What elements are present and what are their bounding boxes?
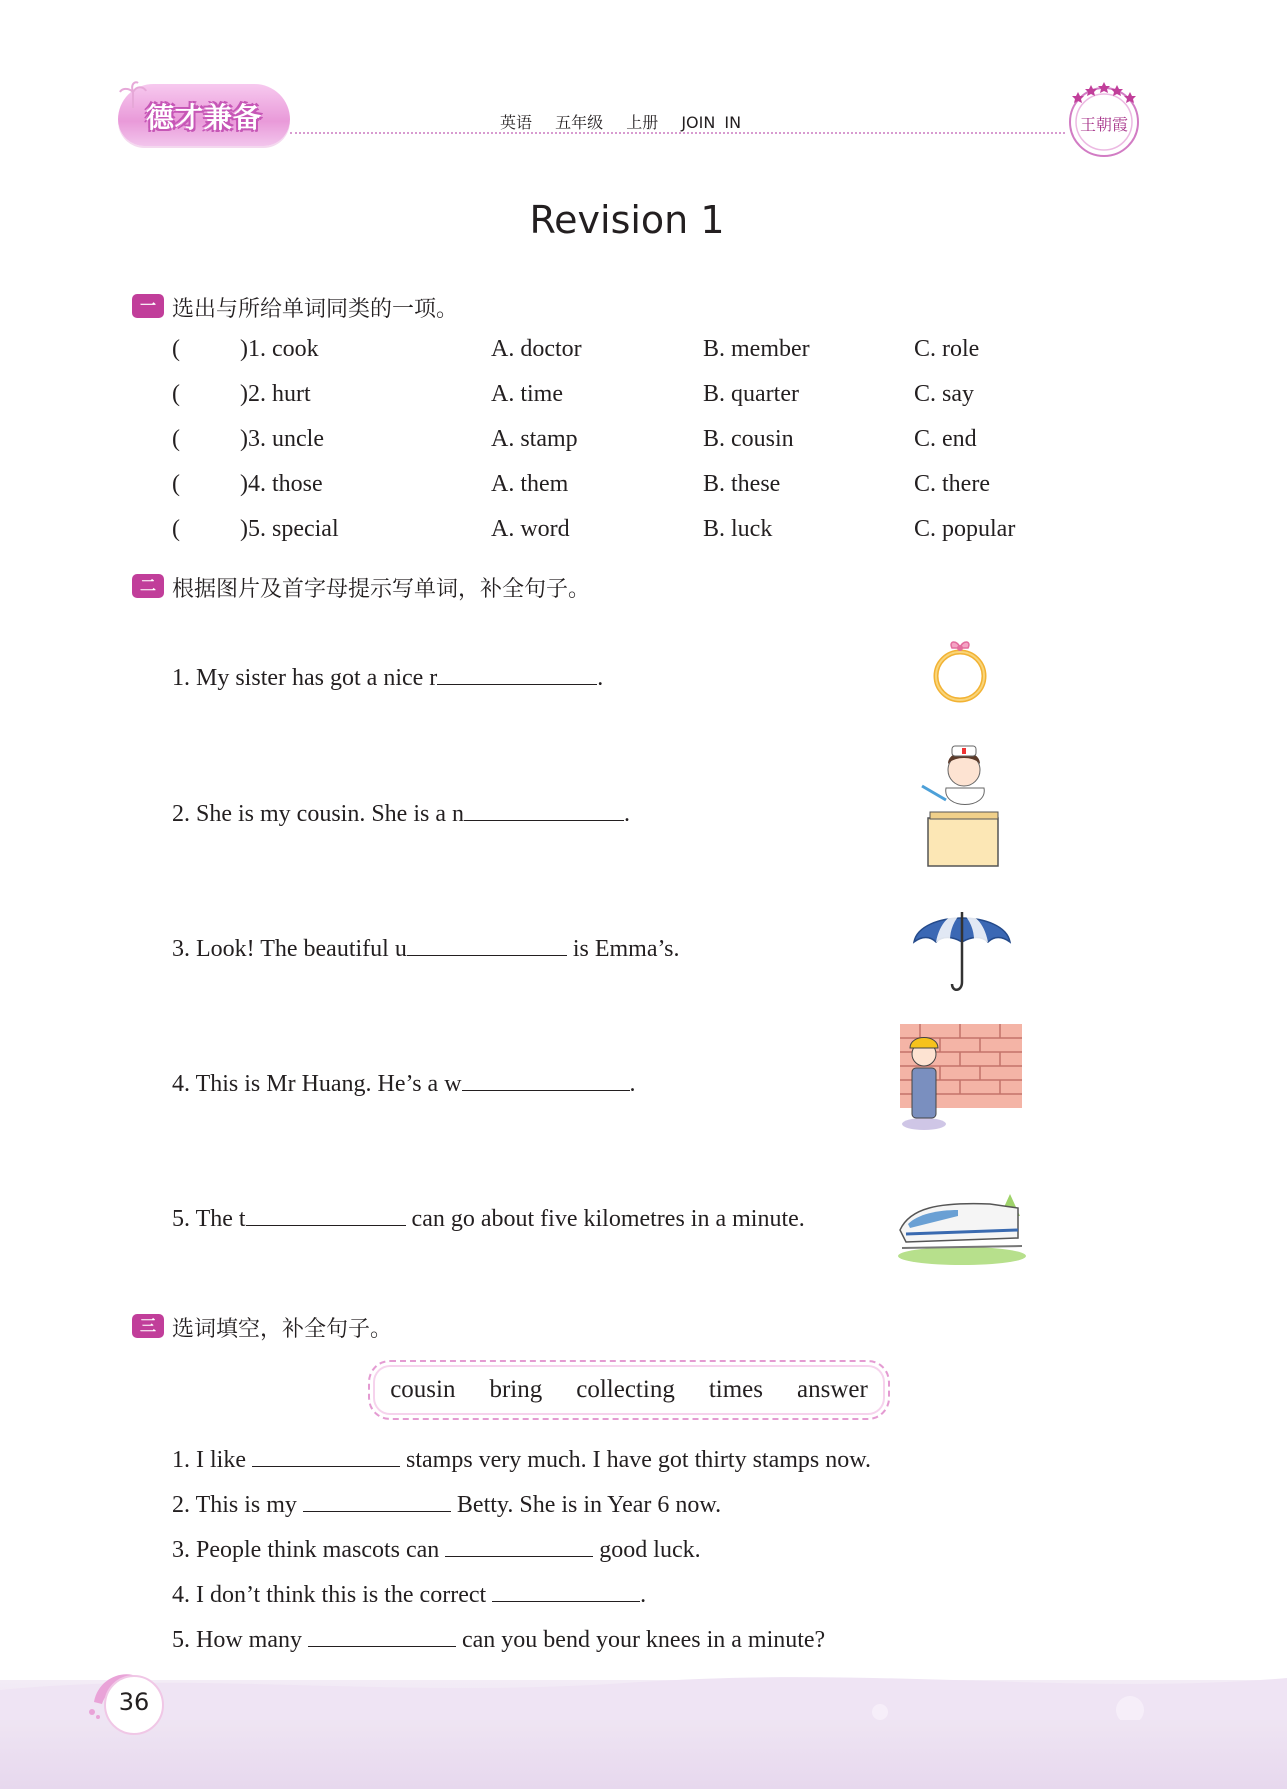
- section-instruction-3: 选词填空，补全句子。: [172, 1317, 393, 1342]
- sentence-end: .: [640, 1582, 647, 1608]
- footer-wave: [0, 1660, 1287, 1720]
- answer-paren-open: (: [172, 471, 180, 497]
- edition-label: JOIN IN: [681, 113, 742, 132]
- section-instruction-2: 根据图片及首字母提示写单词，补全句子。: [172, 577, 591, 602]
- umbrella-icon: [910, 904, 1014, 994]
- sentence-start: 5. The t: [172, 1206, 246, 1232]
- option-c: C. there: [914, 471, 990, 497]
- sentence-start: 4. This is Mr Huang. He’s a w: [172, 1071, 462, 1097]
- sentence-start: 1. I like: [172, 1447, 252, 1473]
- option-a: A. stamp: [491, 426, 578, 452]
- picture-sentence: [172, 660, 603, 692]
- sentence-start: 2. She is my cousin. She is a n: [172, 801, 464, 827]
- page-title: Revision 1: [529, 198, 725, 242]
- answer-blank[interactable]: [308, 1622, 456, 1647]
- question-word: )2. hurt: [240, 381, 311, 407]
- worker-icon: [900, 1024, 1024, 1132]
- sentence-end: Betty. She is in Year 6 now.: [450, 1492, 722, 1518]
- answer-blank[interactable]: [462, 1066, 630, 1091]
- sentence-start: 5. How many: [172, 1627, 308, 1653]
- answer-blank[interactable]: [437, 660, 597, 685]
- sentence-end: .: [629, 1071, 636, 1097]
- book-info: [500, 110, 755, 133]
- picture-sentence: [172, 931, 680, 963]
- question-word: )5. special: [240, 516, 339, 542]
- sentence-end: .: [624, 801, 630, 827]
- answer-blank[interactable]: [464, 796, 624, 821]
- answer-blank[interactable]: [492, 1577, 640, 1602]
- answer-paren-open: (: [172, 381, 180, 407]
- option-a: A. them: [491, 471, 569, 497]
- subject-label: 英语: [500, 113, 533, 132]
- question-word: )3. uncle: [240, 426, 324, 452]
- fill-in-sentence: [172, 1577, 646, 1609]
- sentence-end: is Emma’s.: [566, 936, 680, 962]
- sentence-end: can go about five kilometres in a minute.: [405, 1206, 805, 1232]
- logo-text: 德才兼备: [145, 101, 262, 134]
- sentence-end: good luck.: [593, 1537, 701, 1563]
- answer-blank[interactable]: [252, 1442, 400, 1467]
- answer-paren-open: (: [172, 336, 180, 362]
- word-bank-item: cousin: [390, 1376, 456, 1403]
- fill-in-sentence: [172, 1622, 825, 1654]
- sentence-start: 3. Look! The beautiful u: [172, 936, 407, 962]
- sentence-end: can you bend your knees in a minute?: [455, 1627, 826, 1653]
- grade-label: 五年级: [555, 113, 604, 132]
- answer-blank[interactable]: [445, 1532, 593, 1557]
- train-icon: [898, 1186, 1026, 1266]
- word-bank-item: answer: [797, 1376, 868, 1403]
- sentence-end: stamps very much. I have got thirty stamps now.: [399, 1447, 872, 1473]
- sentence-start: 2. This is my: [172, 1492, 303, 1518]
- picture-sentence: [172, 1201, 805, 1233]
- ring-icon: [920, 636, 1000, 706]
- answer-blank[interactable]: [407, 931, 567, 956]
- sentence-start: 3. People think mascots can: [172, 1537, 446, 1563]
- sentence-start: 1. My sister has got a nice r: [172, 665, 438, 691]
- volume-label: 上册: [626, 113, 659, 132]
- word-bank-item: bring: [489, 1376, 543, 1403]
- fill-in-sentence: [172, 1532, 701, 1564]
- section-badge-2: 二: [132, 574, 164, 598]
- section-badge-1: 一: [132, 294, 164, 318]
- option-c: C. popular: [914, 516, 1016, 542]
- option-c: C. say: [914, 381, 974, 407]
- nurse-icon: [912, 740, 1012, 870]
- sentence-start: 4. I don’t think this is the correct: [172, 1582, 493, 1608]
- option-a: A. time: [491, 381, 563, 407]
- question-word: )1. cook: [240, 336, 319, 362]
- section-instruction-1: 选出与所给单词同类的一项。: [172, 297, 459, 322]
- option-c: C. end: [914, 426, 977, 452]
- section-badge-3: 三: [132, 1314, 164, 1338]
- option-b: B. cousin: [703, 426, 794, 452]
- answer-paren-open: (: [172, 516, 180, 542]
- question-word: )4. those: [240, 471, 323, 497]
- answer-blank[interactable]: [303, 1487, 451, 1512]
- word-bank: [368, 1360, 890, 1420]
- option-c: C. role: [914, 336, 980, 362]
- option-a: A. doctor: [491, 336, 582, 362]
- answer-paren-open: (: [172, 426, 180, 452]
- answer-blank[interactable]: [246, 1201, 406, 1226]
- picture-sentence: [172, 1066, 636, 1098]
- option-a: A. word: [491, 516, 570, 542]
- option-b: B. luck: [703, 516, 773, 542]
- option-b: B. member: [703, 336, 810, 362]
- word-bank-item: times: [708, 1376, 763, 1403]
- option-b: B. these: [703, 471, 781, 497]
- word-bank-item: collecting: [576, 1376, 675, 1403]
- picture-sentence: [172, 796, 630, 828]
- palm-tree-icon: [118, 80, 148, 110]
- seal-text: 王朝霞: [1079, 115, 1129, 134]
- option-b: B. quarter: [703, 381, 799, 407]
- fill-in-sentence: [172, 1487, 721, 1519]
- sentence-end: .: [597, 665, 604, 691]
- page-number: 36: [118, 1688, 150, 1716]
- fill-in-sentence: [172, 1442, 871, 1474]
- brand-seal-icon: [1062, 76, 1146, 164]
